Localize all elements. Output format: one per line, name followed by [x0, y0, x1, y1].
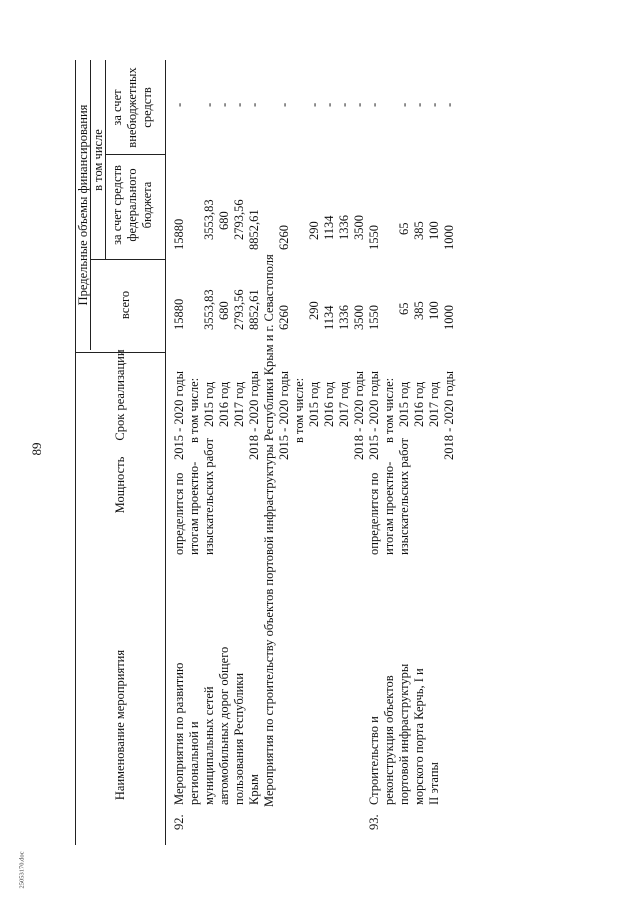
header-federal-2: федерального — [125, 168, 139, 242]
row-total: 1000 — [442, 305, 456, 330]
row-period: 2015 год — [202, 381, 216, 427]
header-extra-3: средств — [140, 87, 154, 128]
row-name-line: II этапы — [427, 762, 441, 805]
row-federal: 15880 — [172, 218, 186, 250]
row-period: 2017 год — [232, 381, 246, 427]
row-total: 100 — [427, 301, 441, 320]
row-name-line: муниципальных сетей — [202, 686, 216, 805]
header-federal-1: за счет средств — [110, 165, 124, 245]
row-total: 3500 — [352, 305, 366, 330]
row-federal: 3500 — [352, 215, 366, 240]
row-period: 2018 - 2020 годы — [442, 370, 456, 460]
row-total: 1134 — [322, 305, 336, 330]
section-title: Мероприятия по строительству объектов портовой инфраструктуры Республики Крым и г. Севастополя — [262, 254, 276, 807]
row-extra: - — [277, 102, 291, 107]
row-federal: 100 — [427, 221, 441, 240]
row-extra: - — [412, 102, 426, 107]
row-total: 1550 — [367, 305, 381, 330]
row-federal: 1550 — [367, 225, 381, 250]
row-extra: - — [172, 102, 186, 107]
row-name-line: Мероприятия по развитию — [172, 662, 186, 805]
row-total: 680 — [217, 301, 231, 320]
row-federal: 1134 — [322, 215, 336, 240]
table-header-bottom-border — [165, 60, 166, 845]
row-extra: - — [322, 102, 336, 107]
row-period: 2015 год — [307, 381, 321, 427]
row-total: 2793,56 — [232, 289, 246, 330]
header-total: всего — [118, 290, 132, 320]
row-period: 2017 год — [427, 381, 441, 427]
row-period: 2016 год — [217, 381, 231, 427]
row-capacity-line: изыскательских работ — [397, 437, 411, 555]
row-extra: - — [247, 102, 261, 107]
row-extra: - — [397, 102, 411, 107]
row-period: 2015 - 2020 годы — [367, 370, 381, 460]
page-number: 89 — [29, 442, 44, 456]
row-name-line: региональной и — [187, 721, 201, 805]
row-total: 1336 — [337, 305, 351, 330]
row-federal: 385 — [412, 221, 426, 240]
row-period: 2018 - 2020 годы — [352, 370, 366, 460]
row-total: 6260 — [277, 305, 291, 330]
row-name-line: Строительство и — [367, 716, 381, 805]
row-name-line: реконструкция объектов — [382, 675, 396, 805]
header-incl: в том числе — [91, 129, 105, 191]
row-period: в том числе: — [382, 377, 396, 443]
header-name: Наименование мероприятия — [113, 649, 127, 801]
file-stamp: 25053170.doc — [18, 851, 26, 889]
row-name-line: пользования Республики — [232, 672, 246, 805]
row-federal: 1336 — [337, 215, 351, 240]
row-federal: 6260 — [277, 225, 291, 250]
row-federal: 8852,61 — [247, 209, 261, 250]
row-name-line: автомобильных дорог общего — [217, 646, 231, 805]
row-capacity-line: итогам проектно- — [382, 461, 396, 555]
row-extra: - — [337, 102, 351, 107]
row-period: 2017 год — [337, 381, 351, 427]
row-federal: 1000 — [442, 225, 456, 250]
row-extra: - — [427, 102, 441, 107]
row-capacity-line: определится по — [367, 472, 381, 555]
row-period: 2016 год — [412, 381, 426, 427]
row-period: 2015 - 2020 годы — [172, 370, 186, 460]
row-period: 2016 год — [322, 381, 336, 427]
row-extra: - — [307, 102, 321, 107]
row-period: 2018 - 2020 годы — [247, 370, 261, 460]
row-period: в том числе: — [187, 377, 201, 443]
row-total: 65 — [397, 302, 411, 315]
row-federal: 2793,56 — [232, 199, 246, 240]
header-extra-1: за счет — [110, 89, 124, 126]
header-period: Срок реализации — [113, 349, 127, 441]
row-extra: - — [217, 102, 231, 107]
row-capacity-line: определится по — [172, 472, 186, 555]
row-extra: - — [367, 102, 381, 107]
row-total: 385 — [412, 301, 426, 320]
row-total: 15880 — [172, 298, 186, 330]
header-extra-2: внебюджетных — [125, 67, 139, 148]
row-extra: - — [442, 102, 456, 107]
row-federal: 680 — [217, 211, 231, 230]
row-name-line: портовой инфраструктуры — [397, 663, 411, 805]
row-federal: 3553,83 — [202, 199, 216, 240]
row-period: 2015 год — [397, 381, 411, 427]
row-total: 3553,83 — [202, 289, 216, 330]
row-extra: - — [232, 102, 246, 107]
row-period: 2015 - 2020 годы — [277, 370, 291, 460]
row-name-line: Крым — [247, 774, 261, 805]
row-federal: 65 — [397, 222, 411, 235]
row-number: 92. — [172, 814, 186, 830]
row-capacity-line: изыскательских работ — [202, 437, 216, 555]
row-total: 290 — [307, 301, 321, 320]
row-extra: - — [202, 102, 216, 107]
row-federal: 290 — [307, 221, 321, 240]
row-period: в том числе: — [292, 377, 306, 443]
row-extra: - — [352, 102, 366, 107]
header-limits: Предельные объемы финансирования — [76, 104, 90, 306]
row-total: 8852,61 — [247, 289, 261, 330]
row-number: 93. — [367, 814, 381, 830]
row-capacity-line: итогам проектно- — [187, 461, 201, 555]
header-capacity: Мощность — [113, 456, 127, 514]
row-name-line: морского порта Керчь, I и — [412, 668, 426, 805]
header-federal-3: бюджета — [140, 181, 154, 229]
